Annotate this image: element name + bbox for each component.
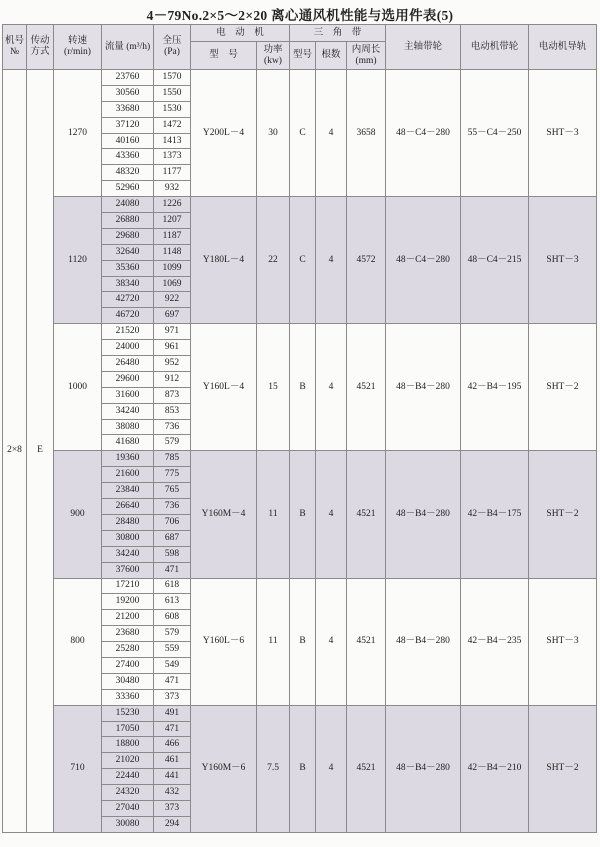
pressure-cell: 613 <box>154 594 191 610</box>
pressure-cell: 736 <box>154 499 191 515</box>
flow-cell: 19200 <box>102 594 154 610</box>
pressure-cell: 491 <box>154 705 191 721</box>
pressure-cell: 775 <box>154 467 191 483</box>
speed-cell: 800 <box>54 578 102 705</box>
motor-pulley-cell: 42－B4－210 <box>461 705 529 832</box>
table-row <box>3 451 597 467</box>
belt-count-cell: 4 <box>316 578 347 705</box>
pressure-cell: 1187 <box>154 228 191 244</box>
belt-count-cell: 4 <box>316 705 347 832</box>
motor-rail-cell: SHT－2 <box>529 324 597 451</box>
belt-count-cell: 4 <box>316 451 347 578</box>
belt-count-cell: 4 <box>316 70 347 197</box>
pressure-cell: 736 <box>154 419 191 435</box>
main-pulley-cell: 48－C4－280 <box>386 197 461 324</box>
pressure-cell: 1207 <box>154 213 191 229</box>
motor-model-cell: Y160L－6 <box>191 578 257 705</box>
pressure-cell: 1373 <box>154 149 191 165</box>
speed-cell: 900 <box>54 451 102 578</box>
pressure-cell: 1530 <box>154 101 191 117</box>
motor-rail-cell: SHT－2 <box>529 705 597 832</box>
flow-cell: 29680 <box>102 228 154 244</box>
flow-cell: 21520 <box>102 324 154 340</box>
flow-cell: 24320 <box>102 785 154 801</box>
pressure-cell: 549 <box>154 657 191 673</box>
belt-type-cell: C <box>290 197 316 324</box>
header-drive-mode: 传动 方式 <box>27 25 54 70</box>
pressure-cell: 932 <box>154 181 191 197</box>
pressure-cell: 579 <box>154 435 191 451</box>
motor-rail-cell: SHT－2 <box>529 451 597 578</box>
speed-cell: 710 <box>54 705 102 832</box>
machine-no-cell: 2×8 <box>3 70 27 833</box>
pressure-cell: 853 <box>154 403 191 419</box>
flow-cell: 31600 <box>102 387 154 403</box>
pressure-cell: 1472 <box>154 117 191 133</box>
motor-pulley-cell: 55－C4－250 <box>461 70 529 197</box>
flow-cell: 27040 <box>102 800 154 816</box>
belt-length-cell: 4521 <box>347 578 386 705</box>
pressure-cell: 598 <box>154 546 191 562</box>
table-body <box>3 70 597 833</box>
belt-length-cell: 4521 <box>347 324 386 451</box>
motor-model-cell: Y160M－4 <box>191 451 257 578</box>
motor-power-cell: 15 <box>257 324 290 451</box>
pressure-cell: 687 <box>154 530 191 546</box>
header-belt-type: 型号 <box>290 42 316 70</box>
flow-cell: 26480 <box>102 356 154 372</box>
speed-cell: 1270 <box>54 70 102 197</box>
fan-spec-table <box>2 24 597 833</box>
belt-count-cell: 4 <box>316 197 347 324</box>
belt-type-cell: C <box>290 70 316 197</box>
table-row <box>3 70 597 86</box>
flow-cell: 17210 <box>102 578 154 594</box>
pressure-cell: 373 <box>154 689 191 705</box>
table-row <box>3 578 597 594</box>
flow-cell: 37120 <box>102 117 154 133</box>
flow-cell: 35360 <box>102 260 154 276</box>
pressure-cell: 873 <box>154 387 191 403</box>
pressure-cell: 1148 <box>154 244 191 260</box>
flow-cell: 26640 <box>102 499 154 515</box>
flow-cell: 52960 <box>102 181 154 197</box>
pressure-cell: 1069 <box>154 276 191 292</box>
pressure-cell: 461 <box>154 753 191 769</box>
drive-mode-cell: E <box>27 70 54 833</box>
flow-cell: 33680 <box>102 101 154 117</box>
motor-pulley-cell: 42－B4－235 <box>461 578 529 705</box>
motor-power-cell: 11 <box>257 451 290 578</box>
speed-cell: 1000 <box>54 324 102 451</box>
motor-power-cell: 11 <box>257 578 290 705</box>
header-motor-rail: 电动机导轨 <box>529 25 597 70</box>
flow-cell: 23760 <box>102 70 154 86</box>
pressure-cell: 432 <box>154 785 191 801</box>
pressure-cell: 1177 <box>154 165 191 181</box>
table-row <box>3 324 597 340</box>
motor-rail-cell: SHT－3 <box>529 197 597 324</box>
motor-pulley-cell: 42－B4－175 <box>461 451 529 578</box>
motor-model-cell: Y180L－4 <box>191 197 257 324</box>
header-belt-length: 内周长 (mm) <box>347 42 386 70</box>
pressure-cell: 785 <box>154 451 191 467</box>
pressure-cell: 618 <box>154 578 191 594</box>
motor-model-cell: Y160M－6 <box>191 705 257 832</box>
flow-cell: 37600 <box>102 562 154 578</box>
flow-cell: 30080 <box>102 816 154 832</box>
flow-cell: 38340 <box>102 276 154 292</box>
flow-cell: 21020 <box>102 753 154 769</box>
flow-cell: 27400 <box>102 657 154 673</box>
pressure-cell: 1226 <box>154 197 191 213</box>
header-motor-pulley: 电动机带轮 <box>461 25 529 70</box>
belt-type-cell: B <box>290 578 316 705</box>
main-pulley-cell: 48－B4－280 <box>386 451 461 578</box>
motor-power-cell: 22 <box>257 197 290 324</box>
motor-pulley-cell: 42－B4－195 <box>461 324 529 451</box>
pressure-cell: 1570 <box>154 70 191 86</box>
flow-cell: 18800 <box>102 737 154 753</box>
belt-type-cell: B <box>290 324 316 451</box>
pressure-cell: 608 <box>154 610 191 626</box>
flow-cell: 17050 <box>102 721 154 737</box>
main-pulley-cell: 48－C4－280 <box>386 70 461 197</box>
flow-cell: 24000 <box>102 340 154 356</box>
pressure-cell: 971 <box>154 324 191 340</box>
flow-cell: 32640 <box>102 244 154 260</box>
belt-count-cell: 4 <box>316 324 347 451</box>
pressure-cell: 559 <box>154 642 191 658</box>
motor-model-cell: Y160L－4 <box>191 324 257 451</box>
main-pulley-cell: 48－B4－280 <box>386 578 461 705</box>
pressure-cell: 706 <box>154 514 191 530</box>
belt-length-cell: 4521 <box>347 705 386 832</box>
belt-length-cell: 4572 <box>347 197 386 324</box>
speed-cell: 1120 <box>54 197 102 324</box>
belt-length-cell: 4521 <box>347 451 386 578</box>
pressure-cell: 922 <box>154 292 191 308</box>
header-main-pulley: 主轴带轮 <box>386 25 461 70</box>
header-motor-group: 电 动 机 <box>191 25 290 42</box>
motor-rail-cell: SHT－3 <box>529 70 597 197</box>
flow-cell: 34240 <box>102 403 154 419</box>
flow-cell: 43360 <box>102 149 154 165</box>
motor-power-cell: 7.5 <box>257 705 290 832</box>
pressure-cell: 1413 <box>154 133 191 149</box>
flow-cell: 28480 <box>102 514 154 530</box>
pressure-cell: 697 <box>154 308 191 324</box>
header-speed: 转速 (r/min) <box>54 25 102 70</box>
belt-length-cell: 3658 <box>347 70 386 197</box>
flow-cell: 24080 <box>102 197 154 213</box>
flow-cell: 41680 <box>102 435 154 451</box>
header-motor-model: 型 号 <box>191 42 257 70</box>
pressure-cell: 1550 <box>154 85 191 101</box>
pressure-cell: 1099 <box>154 260 191 276</box>
pressure-cell: 441 <box>154 769 191 785</box>
flow-cell: 30480 <box>102 673 154 689</box>
pressure-cell: 373 <box>154 800 191 816</box>
header-belt-count: 根数 <box>316 42 347 70</box>
flow-cell: 15230 <box>102 705 154 721</box>
flow-cell: 22440 <box>102 769 154 785</box>
table-row <box>3 705 597 721</box>
table-row <box>3 197 597 213</box>
pressure-cell: 579 <box>154 626 191 642</box>
pressure-cell: 471 <box>154 562 191 578</box>
flow-cell: 34240 <box>102 546 154 562</box>
flow-cell: 23680 <box>102 626 154 642</box>
flow-cell: 38080 <box>102 419 154 435</box>
flow-cell: 48320 <box>102 165 154 181</box>
pressure-cell: 912 <box>154 371 191 387</box>
flow-cell: 33360 <box>102 689 154 705</box>
flow-cell: 30800 <box>102 530 154 546</box>
header-motor-power: 功率 (kw) <box>257 42 290 70</box>
header-pressure: 全压 (Pa) <box>154 25 191 70</box>
motor-power-cell: 30 <box>257 70 290 197</box>
main-pulley-cell: 48－B4－280 <box>386 705 461 832</box>
flow-cell: 29600 <box>102 371 154 387</box>
motor-pulley-cell: 48－C4－215 <box>461 197 529 324</box>
header-machine-no: 机号 № <box>3 25 27 70</box>
main-pulley-cell: 48－B4－280 <box>386 324 461 451</box>
flow-cell: 42720 <box>102 292 154 308</box>
belt-type-cell: B <box>290 705 316 832</box>
pressure-cell: 961 <box>154 340 191 356</box>
pressure-cell: 294 <box>154 816 191 832</box>
pressure-cell: 765 <box>154 483 191 499</box>
page-title: 4－79No.2×5～2×20 离心通风机性能与选用件表(5) <box>146 8 454 23</box>
pressure-cell: 466 <box>154 737 191 753</box>
flow-cell: 19360 <box>102 451 154 467</box>
flow-cell: 25280 <box>102 642 154 658</box>
flow-cell: 21600 <box>102 467 154 483</box>
flow-cell: 26880 <box>102 213 154 229</box>
flow-cell: 40160 <box>102 133 154 149</box>
pressure-cell: 952 <box>154 356 191 372</box>
flow-cell: 23840 <box>102 483 154 499</box>
pressure-cell: 471 <box>154 673 191 689</box>
flow-cell: 46720 <box>102 308 154 324</box>
belt-type-cell: B <box>290 451 316 578</box>
motor-model-cell: Y200L－4 <box>191 70 257 197</box>
pressure-cell: 471 <box>154 721 191 737</box>
flow-cell: 21200 <box>102 610 154 626</box>
header-flow: 流量 (m³/h) <box>102 25 154 70</box>
motor-rail-cell: SHT－3 <box>529 578 597 705</box>
flow-cell: 30560 <box>102 85 154 101</box>
header-belt-group: 三 角 带 <box>290 25 386 42</box>
